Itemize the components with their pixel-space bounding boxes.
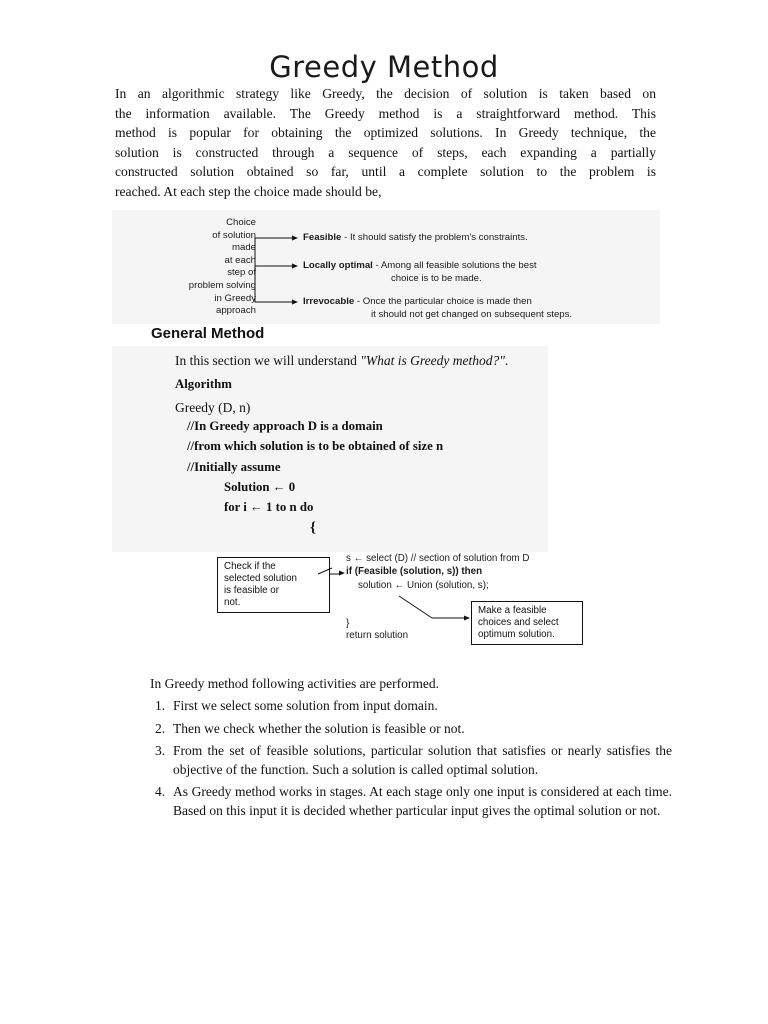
intro-line: the information available. The Greedy method is a straightforward method. This: [115, 105, 656, 121]
choice-label-line: of solution: [212, 229, 256, 241]
algorithm-return: return solution: [346, 630, 409, 641]
branch-term: Irrevocable: [303, 296, 355, 307]
algorithm-comment: //from which solution is to be obtained of size n: [187, 439, 444, 453]
branch-desc: Among all feasible solutions the best: [380, 260, 537, 271]
section-heading: General Method: [151, 325, 265, 342]
page-title: Greedy Method: [269, 50, 499, 84]
list-item-text: As Greedy method works in stages. At each stage only one input is considered at each time. Based on this input it is decided whether particular input gives the optimal solution or not.: [173, 784, 672, 818]
choice-label-line: made: [232, 242, 256, 254]
algorithm-comment: //In Greedy approach D is a domain: [187, 419, 383, 433]
algorithm-body-line: if (Feasible (solution, s)) then: [346, 566, 483, 577]
list-item: [150, 697, 672, 716]
algorithm-body-line: solution ← Union (solution, s);: [358, 580, 489, 591]
activities-list: [150, 697, 672, 824]
list-item-number: 2.: [155, 720, 166, 736]
choice-label-line: approach: [215, 305, 256, 317]
callout-line: Make a feasible: [478, 605, 547, 616]
branch-sep: -: [372, 260, 381, 271]
branch-term: Feasible: [303, 232, 342, 243]
list-item-text: From the set of feasible solutions, particular solution that satisfies or nearly satisfies the objective of the function. Such a solution is called optimal solution.: [173, 743, 672, 777]
branch-desc: It should satisfy the problem's constraints.: [349, 232, 528, 243]
intro-line: method is popular for obtaining the optimized solutions. In Greedy technique, the: [115, 125, 656, 140]
choice-label-line: in Greedy: [214, 292, 256, 304]
callout-line: is feasible or: [224, 585, 279, 596]
algorithm-close-brace: }: [346, 618, 350, 629]
list-item-text: First we select some solution from input domain.: [173, 698, 438, 713]
list-item: [150, 783, 672, 820]
algorithm-label: Algorithm: [175, 377, 232, 391]
list-item-number: 4.: [155, 784, 166, 799]
intro-line: In an algorithmic strategy like Greedy, the decision of solution is taken based on: [115, 86, 656, 101]
branch-desc: it should not get changed on subsequent steps.: [371, 308, 573, 320]
algorithm-init: Solution ← 0: [224, 480, 296, 494]
callout-line: optimum solution.: [478, 629, 555, 640]
section-intro-text: In this section we will understand: [175, 353, 361, 368]
algorithm-signature: Greedy (D, n): [175, 400, 251, 415]
callout-line: not.: [224, 597, 241, 608]
branch-desc: Once the particular choice is made then: [362, 296, 532, 307]
algorithm-body-line: s ← select (D) // section of solution from D: [346, 553, 530, 564]
callout-line: choices and select: [478, 617, 559, 628]
branch-term: Locally optimal: [303, 260, 373, 271]
algorithm-loop: for i ← 1 to n do: [224, 500, 314, 514]
branch-desc: choice is to be made.: [391, 272, 482, 284]
list-item: [150, 742, 672, 779]
callout-line: Check if the: [224, 561, 276, 572]
section-intro-italic: "What is Greedy method?": [360, 353, 505, 368]
intro-line: solution is constructed through a sequence of steps, each expanding a partially: [115, 144, 656, 160]
algorithm-open-brace: {: [310, 520, 316, 536]
callout-line: selected solution: [224, 573, 297, 584]
choice-label-line: problem solving: [188, 279, 256, 291]
section-intro-end: .: [504, 353, 509, 368]
intro-line: constructed solution obtained so far, until a complete solution to the problem is: [115, 164, 656, 179]
activities-intro: In Greedy method following activities are performed.: [150, 676, 440, 691]
branch-sep: -: [354, 296, 363, 307]
choice-label-line: Choice: [226, 217, 256, 228]
list-item-number: 1.: [155, 698, 166, 713]
list-item-number: 3.: [155, 743, 166, 758]
choice-label-line: step of: [227, 267, 256, 279]
intro-line: reached. At each step the choice made should be,: [115, 183, 382, 199]
choice-label-line: at each: [224, 254, 256, 266]
list-item: [150, 720, 672, 739]
branch-sep: -: [341, 232, 350, 243]
algorithm-comment: //Initially assume: [187, 460, 281, 474]
list-item-text: Then we check whether the solution is feasible or not.: [173, 720, 465, 736]
